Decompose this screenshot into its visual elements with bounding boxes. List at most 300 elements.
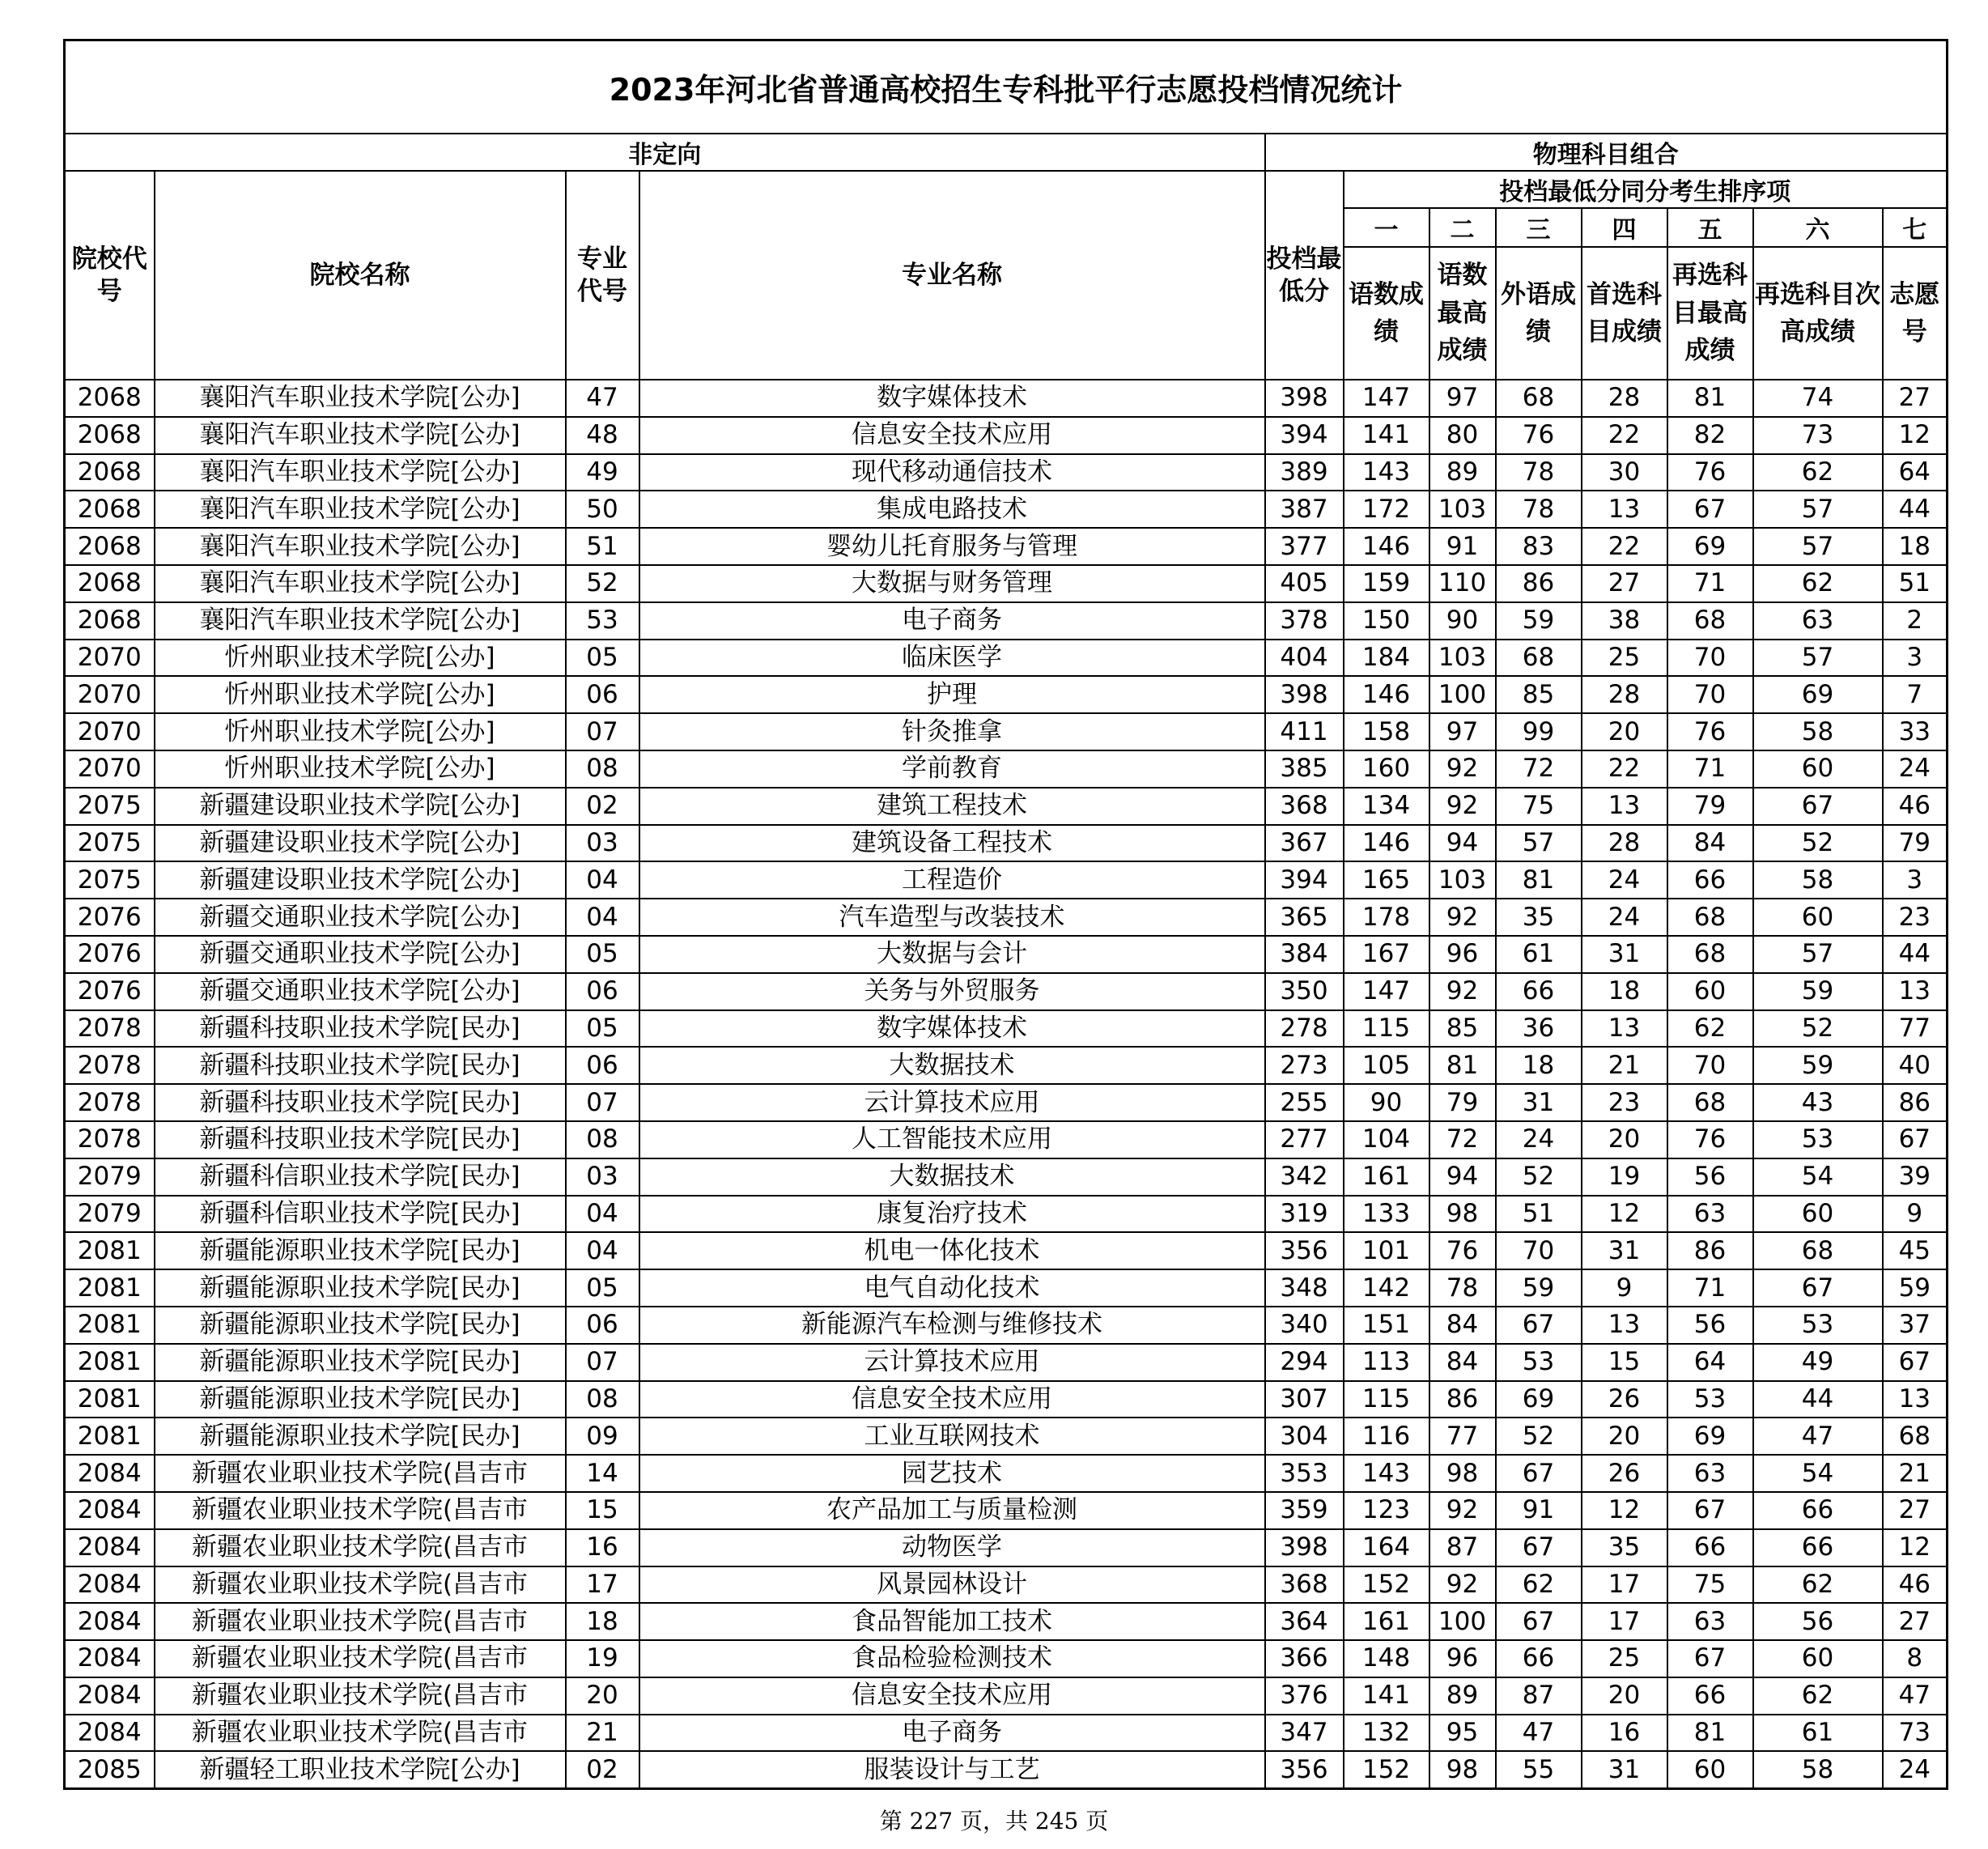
cell-major-name: 农产品加工与质量检测 xyxy=(639,1492,1265,1529)
cell-yushu: 147 xyxy=(1344,380,1429,417)
header-major-code: 专业代号 xyxy=(566,171,639,380)
cell-foreign: 83 xyxy=(1496,528,1582,565)
cell-yushu: 165 xyxy=(1344,861,1429,899)
cell-yushu: 134 xyxy=(1344,788,1429,825)
cell-school-code: 2079 xyxy=(65,1158,155,1196)
cell-yushu-max: 103 xyxy=(1429,861,1496,899)
cell-reselect-max: 70 xyxy=(1667,640,1753,677)
table-row xyxy=(65,1196,1948,1233)
cell-yushu-max: 92 xyxy=(1429,750,1496,788)
admission-table xyxy=(63,39,1948,1790)
cell-major-name: 云计算技术应用 xyxy=(639,1344,1265,1381)
table-row xyxy=(65,565,1948,602)
cell-min-score: 368 xyxy=(1265,1566,1344,1604)
cell-choice-no: 27 xyxy=(1883,1492,1948,1529)
table-row xyxy=(65,1603,1948,1640)
cell-first-subject: 22 xyxy=(1582,528,1667,565)
cell-reselect-second: 73 xyxy=(1753,417,1883,454)
cell-school-code: 2068 xyxy=(65,565,155,602)
cell-min-score: 340 xyxy=(1265,1307,1344,1344)
cell-reselect-max: 69 xyxy=(1667,1418,1753,1455)
cell-yushu-max: 72 xyxy=(1429,1121,1496,1158)
cell-major-name: 机电一体化技术 xyxy=(639,1232,1265,1269)
cell-choice-no: 79 xyxy=(1883,825,1948,862)
cell-school-code: 2078 xyxy=(65,1121,155,1158)
cell-yushu: 141 xyxy=(1344,1677,1429,1715)
cell-school-name: 襄阳汽车职业技术学院[公办] xyxy=(155,454,566,491)
cell-yushu-max: 87 xyxy=(1429,1529,1496,1566)
cell-school-name: 新疆科技职业技术学院[民办] xyxy=(155,1084,566,1121)
cell-school-code: 2084 xyxy=(65,1529,155,1566)
cell-reselect-max: 64 xyxy=(1667,1344,1753,1381)
cell-first-subject: 15 xyxy=(1582,1344,1667,1381)
cell-major-code: 08 xyxy=(566,1381,639,1418)
cell-foreign: 69 xyxy=(1496,1381,1582,1418)
cell-school-code: 2081 xyxy=(65,1232,155,1269)
cell-yushu-max: 92 xyxy=(1429,899,1496,936)
cell-yushu: 101 xyxy=(1344,1232,1429,1269)
cell-school-code: 2084 xyxy=(65,1492,155,1529)
cell-school-name: 新疆能源职业技术学院[民办] xyxy=(155,1381,566,1418)
cell-major-name: 信息安全技术应用 xyxy=(639,1381,1265,1418)
cell-yushu-max: 100 xyxy=(1429,1603,1496,1640)
cell-reselect-max: 81 xyxy=(1667,380,1753,417)
order-number-3: 三 xyxy=(1496,208,1582,247)
cell-choice-no: 24 xyxy=(1883,1751,1948,1788)
cell-major-code: 06 xyxy=(566,973,639,1010)
cell-school-name: 襄阳汽车职业技术学院[公办] xyxy=(155,528,566,565)
cell-reselect-max: 56 xyxy=(1667,1307,1753,1344)
cell-school-name: 新疆农业职业技术学院(昌吉市 xyxy=(155,1529,566,1566)
cell-major-name: 康复治疗技术 xyxy=(639,1196,1265,1233)
cell-reselect-second: 54 xyxy=(1753,1455,1883,1492)
cell-yushu: 152 xyxy=(1344,1751,1429,1788)
cell-school-code: 2070 xyxy=(65,713,155,750)
cell-school-code: 2081 xyxy=(65,1418,155,1455)
cell-choice-no: 40 xyxy=(1883,1047,1948,1084)
cell-first-subject: 20 xyxy=(1582,713,1667,750)
cell-yushu: 105 xyxy=(1344,1047,1429,1084)
cell-major-name: 食品智能加工技术 xyxy=(639,1603,1265,1640)
table-row xyxy=(65,491,1948,528)
cell-major-code: 06 xyxy=(566,1307,639,1344)
cell-reselect-max: 81 xyxy=(1667,1715,1753,1752)
cell-reselect-second: 59 xyxy=(1753,1047,1883,1084)
header-foreign: 外语成绩 xyxy=(1496,247,1582,380)
cell-min-score: 376 xyxy=(1265,1677,1344,1715)
cell-reselect-second: 56 xyxy=(1753,1603,1883,1640)
cell-yushu-max: 103 xyxy=(1429,640,1496,677)
cell-school-name: 忻州职业技术学院[公办] xyxy=(155,713,566,750)
cell-min-score: 342 xyxy=(1265,1158,1344,1196)
cell-yushu: 178 xyxy=(1344,899,1429,936)
cell-choice-no: 8 xyxy=(1883,1640,1948,1677)
cell-school-code: 2084 xyxy=(65,1715,155,1752)
cell-school-code: 2084 xyxy=(65,1566,155,1604)
cell-min-score: 347 xyxy=(1265,1715,1344,1752)
cell-min-score: 356 xyxy=(1265,1751,1344,1788)
cell-min-score: 359 xyxy=(1265,1492,1344,1529)
cell-reselect-max: 56 xyxy=(1667,1158,1753,1196)
cell-min-score: 273 xyxy=(1265,1047,1344,1084)
cell-school-name: 新疆能源职业技术学院[民办] xyxy=(155,1418,566,1455)
cell-school-name: 襄阳汽车职业技术学院[公办] xyxy=(155,602,566,640)
cell-min-score: 394 xyxy=(1265,861,1344,899)
cell-reselect-second: 52 xyxy=(1753,825,1883,862)
order-number-2: 二 xyxy=(1429,208,1496,247)
cell-reselect-max: 68 xyxy=(1667,1084,1753,1121)
cell-school-name: 新疆建设职业技术学院[公办] xyxy=(155,788,566,825)
cell-yushu-max: 94 xyxy=(1429,1158,1496,1196)
order-number-5: 五 xyxy=(1667,208,1753,247)
cell-school-code: 2081 xyxy=(65,1307,155,1344)
cell-reselect-max: 62 xyxy=(1667,1010,1753,1048)
header-reselect-max: 再选科目最高成绩 xyxy=(1667,247,1753,380)
cell-school-name: 新疆交通职业技术学院[公办] xyxy=(155,973,566,1010)
table-row xyxy=(65,1121,1948,1158)
cell-yushu-max: 96 xyxy=(1429,1640,1496,1677)
cell-choice-no: 12 xyxy=(1883,1529,1948,1566)
cell-reselect-max: 71 xyxy=(1667,750,1753,788)
table-row xyxy=(65,1566,1948,1604)
cell-yushu: 132 xyxy=(1344,1715,1429,1752)
cell-yushu-max: 95 xyxy=(1429,1715,1496,1752)
cell-foreign: 55 xyxy=(1496,1751,1582,1788)
cell-yushu-max: 92 xyxy=(1429,1492,1496,1529)
cell-school-name: 新疆农业职业技术学院(昌吉市 xyxy=(155,1455,566,1492)
cell-reselect-max: 66 xyxy=(1667,861,1753,899)
table-row xyxy=(65,825,1948,862)
order-number-7: 七 xyxy=(1883,208,1948,247)
cell-major-name: 大数据与会计 xyxy=(639,936,1265,973)
cell-school-name: 忻州职业技术学院[公办] xyxy=(155,750,566,788)
cell-major-code: 17 xyxy=(566,1566,639,1604)
cell-school-name: 新疆能源职业技术学院[民办] xyxy=(155,1344,566,1381)
cell-reselect-max: 67 xyxy=(1667,1492,1753,1529)
cell-major-name: 婴幼儿托育服务与管理 xyxy=(639,528,1265,565)
cell-first-subject: 17 xyxy=(1582,1603,1667,1640)
cell-reselect-max: 63 xyxy=(1667,1455,1753,1492)
cell-major-name: 大数据与财务管理 xyxy=(639,565,1265,602)
cell-reselect-second: 57 xyxy=(1753,936,1883,973)
cell-foreign: 68 xyxy=(1496,380,1582,417)
cell-foreign: 18 xyxy=(1496,1047,1582,1084)
cell-first-subject: 20 xyxy=(1582,1418,1667,1455)
cell-school-code: 2068 xyxy=(65,491,155,528)
cell-major-code: 07 xyxy=(566,1084,639,1121)
cell-choice-no: 51 xyxy=(1883,565,1948,602)
cell-choice-no: 7 xyxy=(1883,676,1948,713)
table-row xyxy=(65,602,1948,640)
cell-choice-no: 86 xyxy=(1883,1084,1948,1121)
cell-reselect-second: 69 xyxy=(1753,676,1883,713)
cell-major-code: 02 xyxy=(566,1751,639,1788)
cell-first-subject: 13 xyxy=(1582,1307,1667,1344)
cell-min-score: 384 xyxy=(1265,936,1344,973)
cell-major-code: 52 xyxy=(566,565,639,602)
cell-reselect-max: 60 xyxy=(1667,973,1753,1010)
cell-choice-no: 33 xyxy=(1883,713,1948,750)
cell-foreign: 59 xyxy=(1496,602,1582,640)
cell-first-subject: 25 xyxy=(1582,1640,1667,1677)
cell-yushu: 146 xyxy=(1344,825,1429,862)
table-row xyxy=(65,417,1948,454)
cell-choice-no: 47 xyxy=(1883,1677,1948,1715)
cell-yushu: 172 xyxy=(1344,491,1429,528)
cell-school-code: 2084 xyxy=(65,1455,155,1492)
cell-major-name: 数字媒体技术 xyxy=(639,380,1265,417)
header-school-name: 院校名称 xyxy=(155,171,566,380)
cell-reselect-max: 76 xyxy=(1667,713,1753,750)
cell-school-code: 2075 xyxy=(65,788,155,825)
cell-school-name: 新疆交通职业技术学院[公办] xyxy=(155,936,566,973)
header-yushu-max: 语数最高成绩 xyxy=(1429,247,1496,380)
cell-major-code: 15 xyxy=(566,1492,639,1529)
cell-foreign: 57 xyxy=(1496,825,1582,862)
cell-reselect-max: 86 xyxy=(1667,1232,1753,1269)
cell-min-score: 366 xyxy=(1265,1640,1344,1677)
cell-first-subject: 20 xyxy=(1582,1121,1667,1158)
cell-choice-no: 64 xyxy=(1883,454,1948,491)
cell-choice-no: 18 xyxy=(1883,528,1948,565)
cell-choice-no: 39 xyxy=(1883,1158,1948,1196)
table-row xyxy=(65,1307,1948,1344)
cell-min-score: 350 xyxy=(1265,973,1344,1010)
cell-major-name: 学前教育 xyxy=(639,750,1265,788)
cell-min-score: 405 xyxy=(1265,565,1344,602)
cell-school-code: 2076 xyxy=(65,973,155,1010)
cell-first-subject: 13 xyxy=(1582,1010,1667,1048)
cell-yushu: 147 xyxy=(1344,973,1429,1010)
cell-school-code: 2070 xyxy=(65,676,155,713)
table-title: 2023年河北省普通高校招生专科批平行志愿投档情况统计 xyxy=(65,40,1948,134)
cell-min-score: 378 xyxy=(1265,602,1344,640)
cell-reselect-second: 59 xyxy=(1753,973,1883,1010)
cell-reselect-max: 63 xyxy=(1667,1196,1753,1233)
cell-foreign: 67 xyxy=(1496,1603,1582,1640)
cell-min-score: 398 xyxy=(1265,676,1344,713)
cell-major-name: 汽车造型与改装技术 xyxy=(639,899,1265,936)
table-row xyxy=(65,1344,1948,1381)
cell-choice-no: 27 xyxy=(1883,1603,1948,1640)
cell-yushu: 151 xyxy=(1344,1307,1429,1344)
cell-foreign: 91 xyxy=(1496,1492,1582,1529)
cell-yushu-max: 97 xyxy=(1429,380,1496,417)
cell-reselect-second: 57 xyxy=(1753,528,1883,565)
cell-choice-no: 12 xyxy=(1883,417,1948,454)
cell-first-subject: 27 xyxy=(1582,565,1667,602)
cell-yushu-max: 84 xyxy=(1429,1344,1496,1381)
cell-reselect-second: 58 xyxy=(1753,1751,1883,1788)
cell-major-code: 51 xyxy=(566,528,639,565)
cell-choice-no: 3 xyxy=(1883,640,1948,677)
cell-reselect-second: 62 xyxy=(1753,454,1883,491)
table-row xyxy=(65,1232,1948,1269)
cell-choice-no: 59 xyxy=(1883,1269,1948,1307)
header-yushu: 语数成绩 xyxy=(1344,247,1429,380)
cell-min-score: 365 xyxy=(1265,899,1344,936)
cell-first-subject: 28 xyxy=(1582,676,1667,713)
table-row xyxy=(65,1010,1948,1048)
cell-school-name: 新疆农业职业技术学院(昌吉市 xyxy=(155,1640,566,1677)
cell-major-name: 临床医学 xyxy=(639,640,1265,677)
cell-foreign: 87 xyxy=(1496,1677,1582,1715)
cell-min-score: 364 xyxy=(1265,1603,1344,1640)
cell-first-subject: 21 xyxy=(1582,1047,1667,1084)
cell-first-subject: 24 xyxy=(1582,899,1667,936)
cell-yushu-max: 92 xyxy=(1429,973,1496,1010)
header-sort-group: 投档最低分同分考生排序项 xyxy=(1344,171,1948,208)
cell-foreign: 66 xyxy=(1496,1640,1582,1677)
cell-choice-no: 21 xyxy=(1883,1455,1948,1492)
cell-choice-no: 44 xyxy=(1883,491,1948,528)
cell-yushu-max: 77 xyxy=(1429,1418,1496,1455)
cell-school-name: 襄阳汽车职业技术学院[公办] xyxy=(155,565,566,602)
cell-yushu: 113 xyxy=(1344,1344,1429,1381)
cell-reselect-max: 71 xyxy=(1667,1269,1753,1307)
cell-reselect-second: 63 xyxy=(1753,602,1883,640)
cell-reselect-second: 60 xyxy=(1753,899,1883,936)
cell-major-name: 服装设计与工艺 xyxy=(639,1751,1265,1788)
cell-reselect-second: 53 xyxy=(1753,1121,1883,1158)
header-major-name: 专业名称 xyxy=(639,171,1265,380)
cell-foreign: 59 xyxy=(1496,1269,1582,1307)
cell-min-score: 394 xyxy=(1265,417,1344,454)
cell-min-score: 278 xyxy=(1265,1010,1344,1048)
cell-yushu-max: 91 xyxy=(1429,528,1496,565)
cell-major-name: 工程造价 xyxy=(639,861,1265,899)
cell-school-code: 2070 xyxy=(65,640,155,677)
cell-major-code: 03 xyxy=(566,825,639,862)
cell-yushu-max: 85 xyxy=(1429,1010,1496,1048)
cell-major-name: 数字媒体技术 xyxy=(639,1010,1265,1048)
table-row xyxy=(65,1047,1948,1084)
cell-major-name: 现代移动通信技术 xyxy=(639,454,1265,491)
cell-min-score: 368 xyxy=(1265,788,1344,825)
table-row xyxy=(65,380,1948,417)
cell-choice-no: 9 xyxy=(1883,1196,1948,1233)
cell-choice-no: 13 xyxy=(1883,973,1948,1010)
cell-reselect-second: 47 xyxy=(1753,1418,1883,1455)
cell-reselect-max: 67 xyxy=(1667,1640,1753,1677)
cell-school-code: 2084 xyxy=(65,1603,155,1640)
cell-school-name: 新疆科信职业技术学院[民办] xyxy=(155,1158,566,1196)
cell-yushu: 164 xyxy=(1344,1529,1429,1566)
cell-min-score: 367 xyxy=(1265,825,1344,862)
cell-major-name: 大数据技术 xyxy=(639,1158,1265,1196)
cell-choice-no: 2 xyxy=(1883,602,1948,640)
cell-school-code: 2085 xyxy=(65,1751,155,1788)
order-number-4: 四 xyxy=(1582,208,1667,247)
cell-yushu-max: 97 xyxy=(1429,713,1496,750)
cell-reselect-max: 76 xyxy=(1667,454,1753,491)
cell-first-subject: 31 xyxy=(1582,1751,1667,1788)
cell-first-subject: 12 xyxy=(1582,1196,1667,1233)
cell-school-code: 2068 xyxy=(65,602,155,640)
cell-yushu-max: 84 xyxy=(1429,1307,1496,1344)
cell-choice-no: 37 xyxy=(1883,1307,1948,1344)
cell-min-score: 348 xyxy=(1265,1269,1344,1307)
cell-min-score: 389 xyxy=(1265,454,1344,491)
cell-yushu-max: 96 xyxy=(1429,936,1496,973)
cell-foreign: 78 xyxy=(1496,454,1582,491)
cell-foreign: 61 xyxy=(1496,936,1582,973)
cell-first-subject: 26 xyxy=(1582,1455,1667,1492)
cell-foreign: 31 xyxy=(1496,1084,1582,1121)
cell-reselect-max: 60 xyxy=(1667,1751,1753,1788)
cell-min-score: 404 xyxy=(1265,640,1344,677)
cell-school-name: 新疆农业职业技术学院(昌吉市 xyxy=(155,1715,566,1752)
table-row xyxy=(65,1418,1948,1455)
cell-major-code: 05 xyxy=(566,640,639,677)
cell-major-name: 护理 xyxy=(639,676,1265,713)
cell-min-score: 307 xyxy=(1265,1381,1344,1418)
cell-school-name: 新疆农业职业技术学院(昌吉市 xyxy=(155,1566,566,1604)
cell-yushu: 115 xyxy=(1344,1010,1429,1048)
cell-first-subject: 12 xyxy=(1582,1492,1667,1529)
cell-reselect-second: 67 xyxy=(1753,1269,1883,1307)
cell-reselect-second: 54 xyxy=(1753,1158,1883,1196)
cell-min-score: 319 xyxy=(1265,1196,1344,1233)
cell-school-code: 2076 xyxy=(65,899,155,936)
cell-major-name: 人工智能技术应用 xyxy=(639,1121,1265,1158)
table-row xyxy=(65,973,1948,1010)
cell-major-name: 风景园林设计 xyxy=(639,1566,1265,1604)
cell-major-code: 04 xyxy=(566,1232,639,1269)
cell-reselect-max: 67 xyxy=(1667,491,1753,528)
group-physics-combination: 物理科目组合 xyxy=(1265,134,1948,171)
cell-first-subject: 9 xyxy=(1582,1269,1667,1307)
table-row xyxy=(65,1677,1948,1715)
cell-school-name: 新疆科技职业技术学院[民办] xyxy=(155,1010,566,1048)
cell-yushu: 159 xyxy=(1344,565,1429,602)
cell-yushu: 158 xyxy=(1344,713,1429,750)
cell-yushu-max: 98 xyxy=(1429,1751,1496,1788)
header-first-subject: 首选科目成绩 xyxy=(1582,247,1667,380)
cell-reselect-max: 68 xyxy=(1667,936,1753,973)
cell-reselect-max: 68 xyxy=(1667,602,1753,640)
cell-yushu: 150 xyxy=(1344,602,1429,640)
cell-yushu-max: 80 xyxy=(1429,417,1496,454)
cell-major-code: 07 xyxy=(566,713,639,750)
cell-major-name: 电气自动化技术 xyxy=(639,1269,1265,1307)
cell-school-code: 2070 xyxy=(65,750,155,788)
cell-choice-no: 67 xyxy=(1883,1344,1948,1381)
cell-reselect-max: 76 xyxy=(1667,1121,1753,1158)
cell-major-name: 动物医学 xyxy=(639,1529,1265,1566)
cell-choice-no: 46 xyxy=(1883,1566,1948,1604)
cell-reselect-second: 53 xyxy=(1753,1307,1883,1344)
cell-choice-no: 3 xyxy=(1883,861,1948,899)
cell-choice-no: 13 xyxy=(1883,1381,1948,1418)
cell-reselect-max: 71 xyxy=(1667,565,1753,602)
table-row xyxy=(65,1715,1948,1752)
cell-school-name: 新疆交通职业技术学院[公办] xyxy=(155,899,566,936)
cell-major-code: 49 xyxy=(566,454,639,491)
cell-reselect-second: 60 xyxy=(1753,750,1883,788)
cell-yushu: 167 xyxy=(1344,936,1429,973)
cell-first-subject: 35 xyxy=(1582,1529,1667,1566)
cell-major-name: 园艺技术 xyxy=(639,1455,1265,1492)
cell-foreign: 86 xyxy=(1496,565,1582,602)
cell-reselect-second: 49 xyxy=(1753,1344,1883,1381)
cell-first-subject: 28 xyxy=(1582,380,1667,417)
cell-major-name: 关务与外贸服务 xyxy=(639,973,1265,1010)
cell-yushu-max: 90 xyxy=(1429,602,1496,640)
cell-reselect-second: 67 xyxy=(1753,788,1883,825)
cell-major-code: 09 xyxy=(566,1418,639,1455)
cell-major-name: 电子商务 xyxy=(639,602,1265,640)
